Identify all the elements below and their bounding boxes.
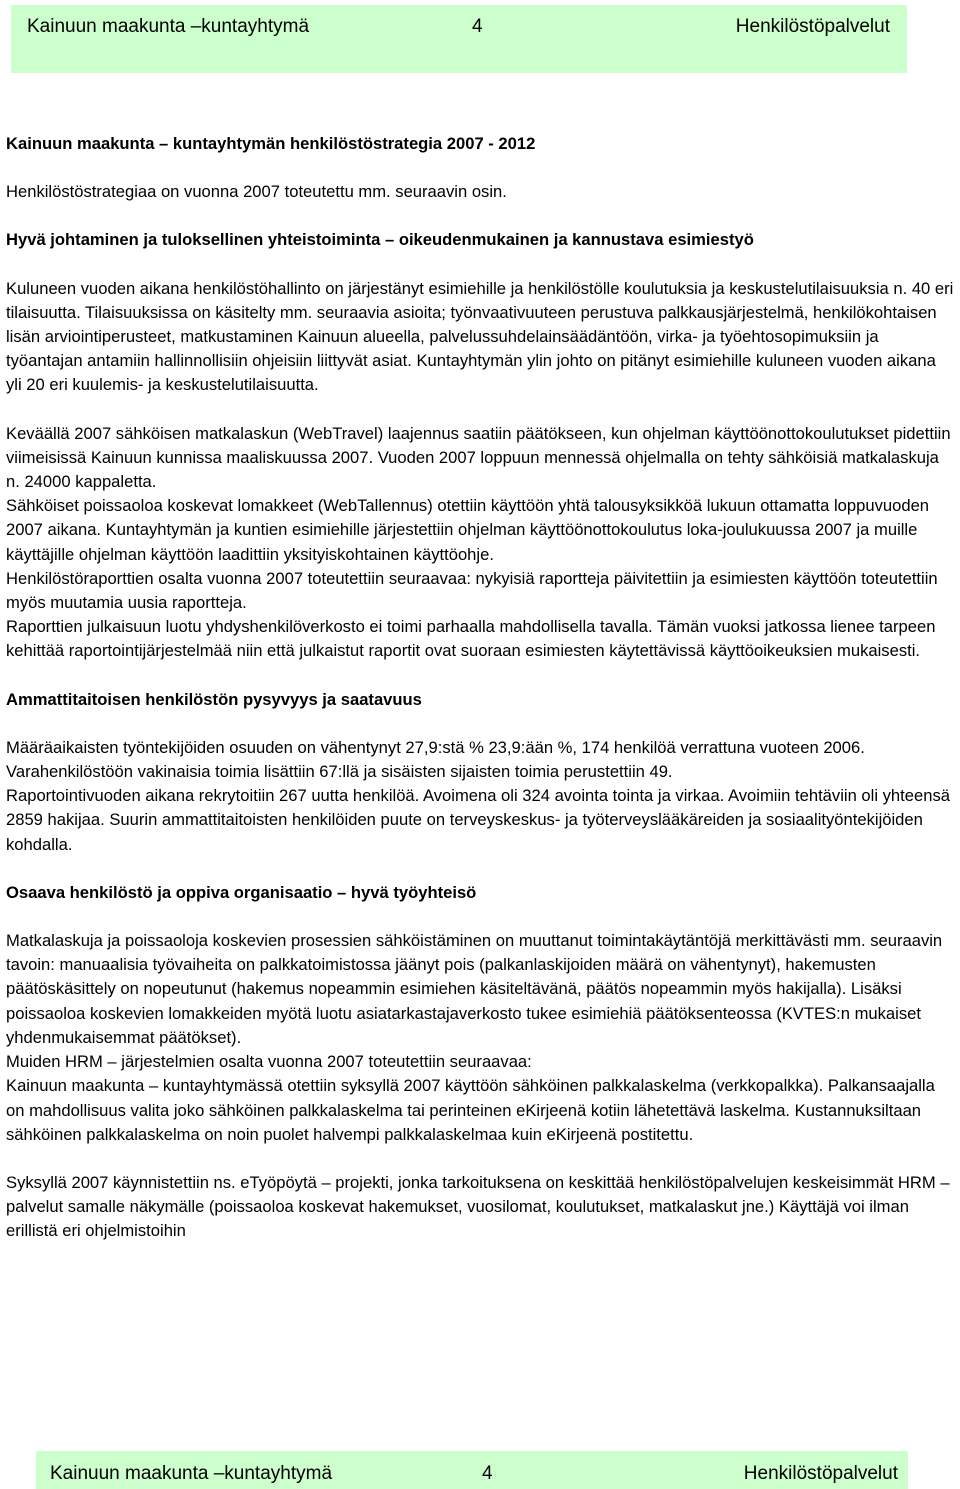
section-2-paragraph: Raportointivuoden aikana rekrytoitiin 267 uutta henkilöä. Avoimena oli 324 avointa tointa ja virkaa. Avoimiin tehtäviin oli yhteensä 2859 hakijaa. Suurin ammattitaitoisten henkilöiden puute on terveyskeskus- ja työterveyslääkäreiden ja sosiaalityöntekijöiden kohdalla.	[6, 786, 950, 854]
header-organization: Kainuun maakunta –kuntayhtymä	[27, 16, 310, 37]
footer-page-number: 4	[482, 1463, 493, 1484]
section-3-paragraph: Syksyllä 2007 käynnistettiin ns. eTyöpöytä – projekti, jonka tarkoituksena on keskittää henkilöstöpalvelujen keskeisimmät HRM – palvelut samalle näkymälle (poissaoloa koskevat hakemukset, vuosilomat, koulutukset, matkalaskut jne.) Käyttäjä voi ilman erillistä eri ohjelmistoihin	[6, 1172, 950, 1241]
page-header	[11, 5, 907, 73]
section-1-paragraph: Henkilöstöraporttien osalta vuonna 2007 toteutettiin seuraavaa: nykyisiä raportteja päivitettiin ja esimiesten käyttöön toteutettiin myös muutamia uusia raportteja.	[6, 568, 938, 613]
footer-organization: Kainuun maakunta –kuntayhtymä	[50, 1463, 333, 1484]
section-3-paragraph: Matkalaskuja ja poissaoloja koskevien prosessien sähköistäminen on muuttanut toimintakäytäntöjä merkittävästi mm. seuraavin tavoin: manuaalisia työvaiheita on palkkatoimistossa jäänyt pois (palkanlaskijoiden määrä on vähentynyt), hakemusten päätöskäsittely on nopeutunut (hakemus nopeammin esimiehen käsiteltävänä, päätös nopeammin myös hakijalla). Lisäksi poissaoloa koskevien lomakkeiden myötä luotu asiatarkastajaverkosto tukee esimiehiä päätöksenteossa (KVTES:n mukaiset yhdenmukaisemmat päätökset).	[6, 931, 943, 1047]
header-page-number: 4	[472, 16, 483, 37]
intro-paragraph: Henkilöstöstrategiaa on vuonna 2007 toteutettu mm. seuraavin osin.	[6, 182, 507, 202]
section-2-paragraph: Määräaikaisten työntekijöiden osuuden on vähentynyt 27,9:stä % 23,9:ään %, 174 henkilöä verrattuna vuoteen 2006. Varahenkilöstöön vakinaisia toimia lisättiin 67:llä ja sisäisten sijaisten toimia perustettiin 49.	[6, 737, 865, 782]
footer-department: Henkilöstöpalvelut	[743, 1463, 898, 1484]
page-footer	[36, 1451, 908, 1489]
section-1-paragraph: Raporttien julkaisuun luotu yhdyshenkilöverkosto ei toimi parhaalla mahdollisella tavalla. Tämän vuoksi jatkossa lienee tarpeen kehittää raportointijärjestelmää niin että julkaistut raportit ovat suoraan esimiesten käytettävissä käyttöoikeuksien mukaisesti.	[6, 617, 936, 661]
document-title: Kainuun maakunta – kuntayhtymän henkilöstöstrategia 2007 - 2012	[6, 134, 536, 153]
section-1-heading: Hyvä johtaminen ja tuloksellinen yhteistoiminta – oikeudenmukainen ja kannustava esimiestyö	[6, 230, 754, 250]
section-3-heading: Osaava henkilöstö ja oppiva organisaatio – hyvä työyhteisö	[6, 882, 477, 902]
document-body	[6, 132, 956, 1244]
section-3-paragraph: Kainuun maakunta – kuntayhtymässä otettiin syksyllä 2007 käyttöön sähköinen palkkalaskelma (verkkopalkka). Palkansaajalla on mahdollisuus valita joko sähköinen palkkalaskelma tai perinteinen eKirjeenä kotiin lähetettävä laskelma. Kustannuksiltaan sähköinen palkkalaskelma on noin puolet halvempi palkkalaskelmaa kuin eKirjeenä postitettu.	[6, 1076, 935, 1144]
header-department: Henkilöstöpalvelut	[735, 16, 890, 37]
section-2-heading: Ammattitaitoisen henkilöstön pysyvyys ja saatavuus	[6, 689, 422, 709]
section-1-paragraph: Kuluneen vuoden aikana henkilöstöhallinto on järjestänyt esimiehille ja henkilöstölle koulutuksia ja keskustelutilaisuuksia n. 40 eri tilaisuutta. Tilaisuuksissa on käsitelty mm. seuraavia asioita; työnvaativuuteen perustuva palkkausjärjestelmä, henkilökohtaisen lisän arviointiperusteet, matkustaminen Kainuun alueella, palvelussuhdelainsäädäntöön, virka- ja työehtosopimuksiin ja työantajan antamiin hallinnollisiin ohjeisiin liittyvät asiat. Kuntayhtymän ylin johto on pitänyt esimiehille kuluneen vuoden aikana yli 20 eri kuulemis- ja keskustelutilaisuutta.	[6, 278, 954, 395]
section-1-paragraph: Sähköiset poissaoloa koskevat lomakkeet (WebTallennus) otettiin käyttöön yhtä talousyksikköä lukuun ottamatta loppuvuoden 2007 aikana. Kuntayhtymän ja kuntien esimiehille järjestettiin ohjelman käyttöönottokoulutus loka-joulukuussa 2007 ja muille käyttäjille ohjelman käyttöön laadittiin yksityiskohtainen käyttöohje.	[6, 496, 930, 564]
section-3-paragraph: Muiden HRM – järjestelmien osalta vuonna 2007 toteutettiin seuraavaa:	[6, 1052, 532, 1072]
section-1-paragraph: Keväällä 2007 sähköisen matkalaskun (WebTravel) laajennus saatiin päätökseen, kun ohjelman käyttöönottokoulutukset pidettiin viimeisissä Kainuun kunnissa maaliskuussa 2007. Vuoden 2007 loppuun mennessä ohjelmalla on tehty sähköisiä matkalaskuja n. 24000 kappaletta.	[6, 423, 951, 492]
